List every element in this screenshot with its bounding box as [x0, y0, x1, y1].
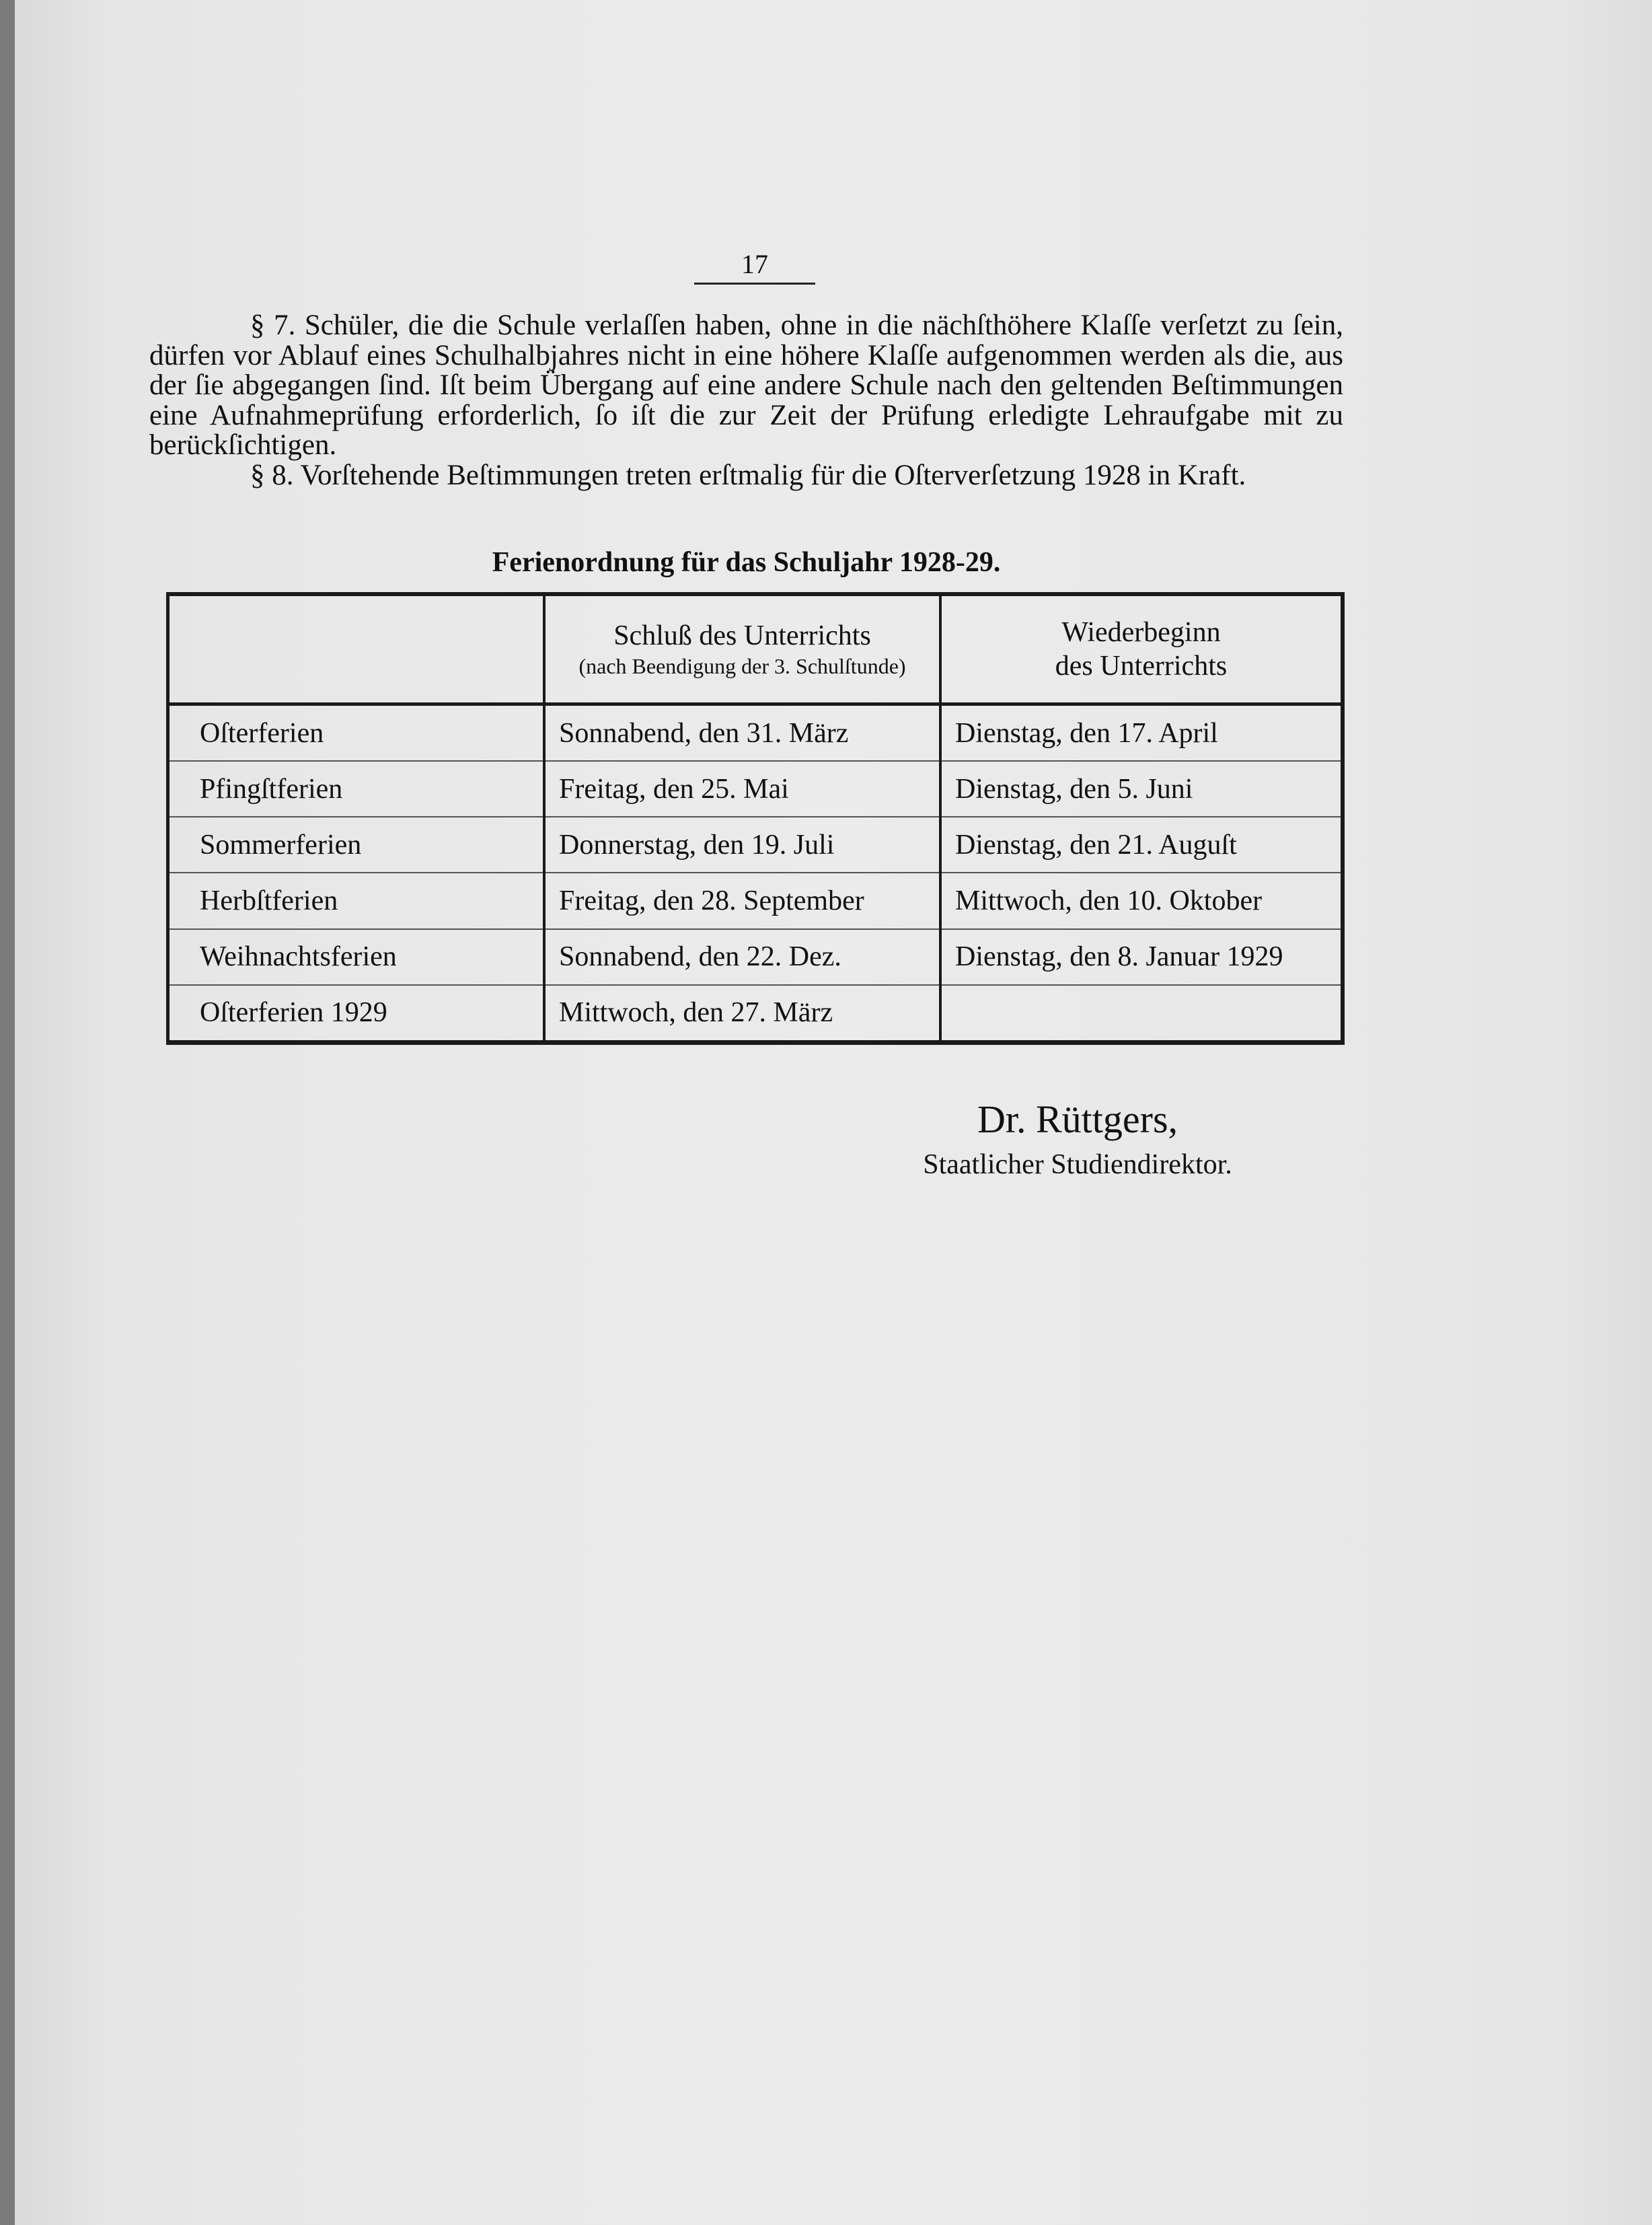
paragraph-8: § 8. Vorſtehende Beſtimmungen treten erſtmalig für die Oſterverſetzung 1928 in Kraft.: [250, 459, 1246, 491]
table-title: Ferienordnung für das Schuljahr 1928-29.: [492, 547, 1001, 578]
end-date: Donnerstag, den 19. Juli: [544, 817, 940, 873]
holiday-table-frame: [166, 592, 1345, 1045]
restart-date: Dienstag, den 21. Auguſt: [940, 817, 1341, 873]
holiday-name: Oſterferien: [170, 704, 544, 762]
page-number: 17: [694, 248, 815, 285]
header-restart: [940, 596, 1341, 704]
signature-block: [889, 1095, 1266, 1186]
table-row: [170, 985, 1341, 1040]
restart-date: Mittwoch, den 10. Oktober: [940, 873, 1341, 928]
table-row: [170, 704, 1341, 762]
table-row: [170, 817, 1341, 873]
restart-date: Dienstag, den 17. April: [940, 704, 1341, 762]
holiday-table: [170, 596, 1341, 1040]
table-row: [170, 761, 1341, 817]
document-page: [15, 0, 1652, 2225]
end-date: Sonnabend, den 31. März: [544, 704, 940, 762]
paragraph-7: § 7. Schüler, die die Schule verlaſſen haben, ohne in die nächſthöhere Klaſſe verſetzt zu ſein, dürfen vor Ablauf eines Schulhalbjahres nicht in eine höhere Klaſſe aufgenommen werden als die, aus der ſie abgegangen ſind. Iſt beim Übergang auf eine andere Schule nach den geltenden Beſtimmungen eine Aufnahmeprüfung erforderlich, ſo iſt die zur Zeit der Prüfung erledigte Lehraufgabe mit zu berückſichtigen.: [149, 309, 1343, 461]
signatory-title: Staatlicher Studiendirektor.: [923, 1149, 1232, 1180]
end-date: Mittwoch, den 27. März: [544, 985, 940, 1040]
holiday-name: Sommerferien: [170, 817, 544, 873]
header-holiday: [170, 596, 544, 704]
regulation-text: [149, 311, 1343, 490]
holiday-name: Pfingſtferien: [170, 761, 544, 817]
header-restart-line2: des Unterrichts: [1055, 651, 1228, 682]
header-restart-line1: Wiederbeginn: [1061, 617, 1221, 648]
table-header-row: [170, 596, 1341, 704]
end-date: Freitag, den 25. Mai: [544, 761, 940, 817]
header-end-subtitle: (nach Beendigung der 3. Schulſtunde): [578, 654, 906, 678]
header-end-of-classes: [544, 596, 940, 704]
end-date: Freitag, den 28. September: [544, 873, 940, 928]
holiday-name: Weihnachtsferien: [170, 929, 544, 985]
end-date: Sonnabend, den 22. Dez.: [544, 929, 940, 985]
table-row: [170, 873, 1341, 928]
holiday-name: Oſterferien 1929: [170, 985, 544, 1040]
restart-date: Dienstag, den 5. Juni: [940, 761, 1341, 817]
holiday-name: Herbſtferien: [170, 873, 544, 928]
header-end-title: Schluß des Unterrichts: [613, 620, 871, 651]
table-row: [170, 929, 1341, 985]
signatory-name: Dr. Rüttgers,: [977, 1097, 1178, 1141]
restart-date: [940, 985, 1341, 1040]
restart-date: Dienstag, den 8. Januar 1929: [940, 929, 1341, 985]
